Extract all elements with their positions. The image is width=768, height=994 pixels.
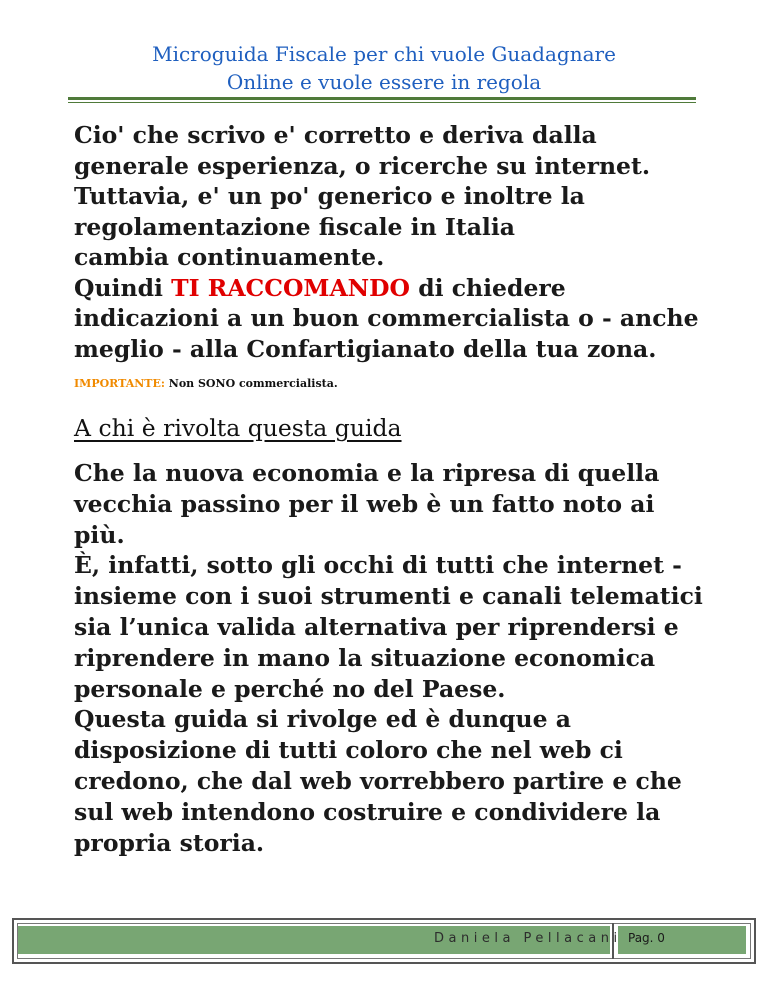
body-line: È, infatti, sotto gli occhi di tutti che internet - [74, 551, 682, 580]
disclaimer-line: meglio - alla Confartigianato della tua zona. [74, 334, 657, 363]
disclaimer-line: Cio' che scrivo e' corretto e deriva dalla [74, 121, 597, 149]
header-rule-thick [68, 97, 696, 100]
body-line: credono, che dal web vorrebbero partire e che [74, 766, 682, 795]
disclaimer-line: Tuttavia, e' un po' generico e inoltre la [74, 182, 585, 210]
body-line: disposizione di tutti coloro che nel web ci [74, 736, 623, 765]
header-title-line-2: Online e vuole essere in regola [226, 70, 542, 94]
footer-author: Daniela Pellacani [434, 931, 622, 946]
section-body [74, 458, 724, 858]
disclaimer-line: generale esperienza, o ricerche su internet. [74, 151, 651, 180]
recommendation-suffix: di chiedere [410, 273, 566, 302]
page-footer [12, 918, 756, 964]
body-line: sia l’unica valida alternativa per riprendersi e [74, 612, 679, 641]
recommendation-prefix: Quindi [74, 273, 172, 302]
section-heading: A chi è rivolta questa guida [74, 414, 402, 442]
page-header [0, 40, 768, 96]
body-line: più. [74, 520, 125, 549]
header-title-line-1: Microguida Fiscale per chi vuole Guadagnare [152, 42, 616, 66]
body-line: propria storia. [74, 828, 265, 857]
body-line: Questa guida si rivolge ed è dunque a [74, 705, 571, 734]
body-line: insieme con i suoi strumenti e canali telematici [74, 582, 703, 611]
header-rule-thin [68, 102, 696, 103]
disclaimer-line: regolamentazione fiscale in Italia [74, 212, 516, 241]
important-text: Non SONO commercialista. [164, 377, 338, 390]
disclaimer-recommendation-line [74, 273, 714, 304]
disclaimer-line: cambia continuamente. [74, 243, 385, 271]
body-line: riprendere in mano la situazione economica [74, 643, 656, 672]
body-line: sul web intendono costruire e condividere la [74, 797, 661, 826]
disclaimer-line: indicazioni a un buon commercialista o - anche [74, 304, 699, 332]
page-number: Pag. 0 [628, 931, 665, 945]
disclaimer-paragraph [74, 120, 714, 364]
important-note [74, 377, 338, 390]
body-line: Che la nuova economia e la ripresa di quella [74, 459, 660, 487]
recommendation-highlight: TI RACCOMANDO [171, 273, 411, 302]
important-label: IMPORTANTE: [74, 377, 165, 390]
body-line: personale e perché no del Paese. [74, 674, 506, 703]
body-line: vecchia passino per il web è un fatto noto ai [74, 489, 655, 518]
